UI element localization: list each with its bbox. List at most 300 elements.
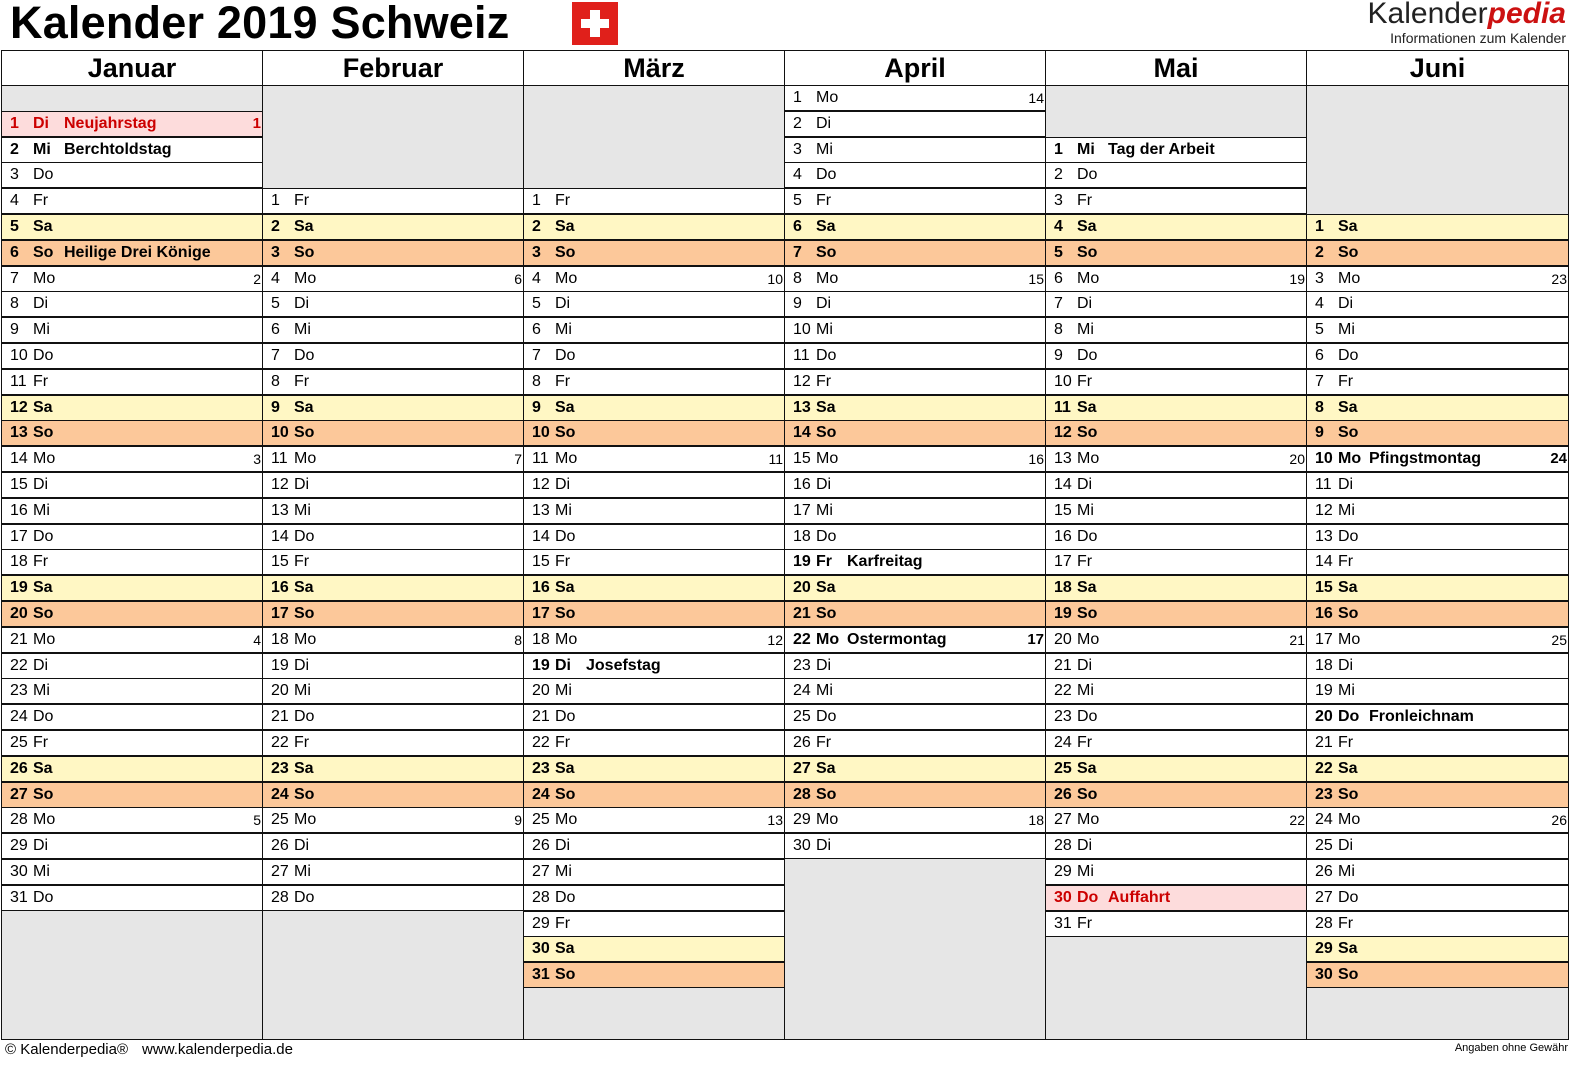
day-number: 18: [532, 630, 550, 648]
day-row[interactable]: [1307, 782, 1568, 808]
day-row[interactable]: [1307, 885, 1568, 911]
day-row[interactable]: [524, 343, 784, 369]
day-row[interactable]: [785, 395, 1045, 421]
day-row[interactable]: [1307, 266, 1568, 292]
day-row[interactable]: [2, 549, 262, 575]
week-number: 8: [514, 631, 522, 648]
day-row[interactable]: [1046, 678, 1306, 704]
day-row[interactable]: [1046, 704, 1306, 730]
day-row[interactable]: [1307, 627, 1568, 653]
day-row[interactable]: [1307, 472, 1568, 498]
day-row[interactable]: [524, 291, 784, 317]
day-row[interactable]: [524, 601, 784, 627]
week-number: 20: [1289, 451, 1305, 468]
weekday-label: Sa: [1077, 218, 1097, 235]
day-row[interactable]: [524, 369, 784, 395]
swiss-flag-icon: [572, 2, 618, 45]
day-number: 23: [532, 759, 550, 777]
day-row[interactable]: [1307, 240, 1568, 266]
day-number: 3: [271, 243, 280, 261]
day-row[interactable]: [785, 730, 1045, 756]
day-row[interactable]: [263, 472, 523, 498]
weekday-label: Di: [1338, 476, 1354, 493]
day-row[interactable]: [1046, 369, 1306, 395]
day-row[interactable]: [785, 601, 1045, 627]
day-number: 12: [1054, 424, 1072, 442]
day-row[interactable]: [524, 524, 784, 550]
day-row[interactable]: [1307, 756, 1568, 782]
day-row[interactable]: [2, 111, 262, 137]
day-row[interactable]: [2, 859, 262, 885]
weekday-label: Mo: [1077, 450, 1100, 468]
day-row[interactable]: [1046, 188, 1306, 214]
day-row[interactable]: [1046, 627, 1306, 653]
day-number: 7: [271, 347, 280, 364]
weekday-label: Fr: [555, 553, 571, 571]
day-row[interactable]: [263, 627, 523, 653]
day-row[interactable]: [1046, 137, 1306, 163]
holiday-name: Heilige Drei Könige: [64, 243, 211, 261]
day-row[interactable]: [1307, 575, 1568, 601]
weekday-label: Mo: [33, 269, 56, 287]
day-row[interactable]: [263, 601, 523, 627]
weekday-label: Do: [555, 708, 576, 726]
day-row[interactable]: [2, 807, 262, 833]
day-row[interactable]: [1307, 807, 1568, 833]
weekday-label: Sa: [1338, 218, 1358, 235]
day-row[interactable]: [1046, 911, 1306, 937]
day-number: 29: [793, 811, 811, 829]
day-row[interactable]: [2, 137, 262, 163]
day-row[interactable]: [263, 240, 523, 266]
day-row[interactable]: [785, 627, 1045, 653]
day-number: 6: [10, 243, 19, 261]
day-row[interactable]: [263, 446, 523, 472]
day-row[interactable]: [2, 575, 262, 601]
day-row[interactable]: [263, 188, 523, 214]
day-number: 14: [532, 527, 550, 545]
day-row[interactable]: [2, 627, 262, 653]
day-row[interactable]: [2, 833, 262, 859]
day-number: 3: [1054, 192, 1063, 210]
day-row[interactable]: [1307, 317, 1568, 343]
weekday-label: So: [294, 605, 315, 622]
day-row[interactable]: [263, 833, 523, 859]
day-row[interactable]: [1046, 782, 1306, 808]
weekday-label: Sa: [555, 398, 575, 416]
weekday-label: Mo: [294, 450, 317, 468]
day-row[interactable]: [1046, 549, 1306, 575]
day-row[interactable]: [785, 472, 1045, 498]
day-row[interactable]: [1046, 343, 1306, 369]
day-row[interactable]: [1307, 704, 1568, 730]
day-row[interactable]: [785, 782, 1045, 808]
day-row[interactable]: [1046, 162, 1306, 188]
day-number: 3: [1315, 269, 1324, 287]
day-row[interactable]: [524, 859, 784, 885]
holiday-name: Tag der Arbeit: [1108, 140, 1215, 158]
day-row[interactable]: [524, 266, 784, 292]
week-number: 3: [253, 451, 261, 468]
day-number: 5: [271, 295, 280, 313]
day-row[interactable]: [263, 214, 523, 240]
day-number: 5: [532, 295, 541, 313]
day-row[interactable]: [2, 446, 262, 472]
week-number: 6: [514, 270, 522, 287]
weekday-label: Mi: [1338, 863, 1355, 880]
day-row[interactable]: [1046, 498, 1306, 524]
weekday-label: Di: [33, 656, 49, 674]
day-row[interactable]: [1046, 859, 1306, 885]
day-row[interactable]: [1307, 730, 1568, 756]
weekday-label: Fr: [1338, 914, 1354, 932]
day-row[interactable]: [524, 782, 784, 808]
day-row[interactable]: [785, 524, 1045, 550]
weekday-label: Sa: [1338, 759, 1358, 777]
day-number: 8: [271, 372, 280, 390]
day-row[interactable]: [263, 549, 523, 575]
day-number: 28: [10, 811, 28, 829]
weekday-label: Mo: [555, 811, 578, 829]
day-row[interactable]: [785, 575, 1045, 601]
day-row[interactable]: [785, 420, 1045, 446]
day-row[interactable]: [1307, 833, 1568, 859]
day-row[interactable]: [1046, 885, 1306, 911]
day-row[interactable]: [785, 498, 1045, 524]
day-row[interactable]: [1307, 369, 1568, 395]
weekday-label: Mo: [1077, 269, 1100, 287]
day-row[interactable]: [263, 266, 523, 292]
day-number: 4: [532, 269, 541, 287]
day-row[interactable]: [524, 446, 784, 472]
day-row[interactable]: [1307, 498, 1568, 524]
weekday-label: Mo: [816, 630, 840, 648]
day-row[interactable]: [1307, 420, 1568, 446]
day-row[interactable]: [2, 291, 262, 317]
weekday-label: Mi: [555, 682, 572, 700]
day-row[interactable]: [524, 575, 784, 601]
day-row[interactable]: [524, 472, 784, 498]
day-row[interactable]: [2, 704, 262, 730]
day-row[interactable]: [2, 214, 262, 240]
day-row[interactable]: [524, 498, 784, 524]
day-number: 29: [1054, 863, 1072, 880]
day-row[interactable]: [524, 885, 784, 911]
day-row[interactable]: [524, 936, 784, 962]
day-row[interactable]: [2, 240, 262, 266]
day-row[interactable]: [1046, 395, 1306, 421]
day-row[interactable]: [1307, 524, 1568, 550]
day-row[interactable]: [1307, 859, 1568, 885]
day-row[interactable]: [524, 240, 784, 266]
day-row[interactable]: [2, 678, 262, 704]
day-number: 24: [10, 708, 28, 726]
day-row[interactable]: [524, 807, 784, 833]
weekday-label: Mo: [555, 269, 578, 287]
day-row[interactable]: [263, 575, 523, 601]
day-row[interactable]: [1307, 395, 1568, 421]
day-row[interactable]: [1046, 317, 1306, 343]
day-row[interactable]: [785, 291, 1045, 317]
weekday-label: Di: [816, 114, 832, 132]
day-row[interactable]: [263, 498, 523, 524]
weekday-label: So: [816, 243, 837, 261]
day-number: 2: [1315, 243, 1324, 261]
weekday-label: Mi: [816, 321, 833, 339]
holiday-name: Ostermontag: [847, 630, 947, 648]
weekday-label: Mo: [816, 89, 839, 106]
weekday-label: So: [294, 424, 315, 442]
day-row[interactable]: [2, 188, 262, 214]
day-row[interactable]: [524, 317, 784, 343]
day-row[interactable]: [524, 911, 784, 937]
day-number: 21: [1315, 734, 1333, 751]
week-number: 13: [767, 812, 783, 829]
day-number: 12: [1315, 501, 1333, 519]
weekday-label: Mi: [555, 321, 572, 339]
weekday-label: So: [294, 785, 315, 803]
day-row[interactable]: [524, 627, 784, 653]
weekday-label: Di: [33, 837, 49, 855]
day-number: 25: [532, 811, 550, 829]
day-row[interactable]: [1046, 653, 1306, 679]
day-row[interactable]: [1046, 266, 1306, 292]
day-row[interactable]: [1307, 911, 1568, 937]
day-row[interactable]: [1307, 678, 1568, 704]
day-row[interactable]: [524, 395, 784, 421]
weekday-label: Do: [1338, 708, 1360, 726]
week-number: 19: [1289, 270, 1305, 287]
day-row[interactable]: [785, 111, 1045, 137]
day-row[interactable]: [263, 395, 523, 421]
day-row[interactable]: [1307, 446, 1568, 472]
day-number: 24: [1054, 734, 1072, 751]
day-row[interactable]: [263, 730, 523, 756]
weekday-label: Di: [1338, 295, 1354, 313]
day-row[interactable]: [263, 343, 523, 369]
day-number: 25: [10, 734, 28, 751]
weekday-label: Do: [1338, 888, 1359, 906]
day-row[interactable]: [785, 653, 1045, 679]
day-row[interactable]: [524, 756, 784, 782]
day-row[interactable]: [263, 756, 523, 782]
weekday-label: Sa: [1338, 579, 1358, 597]
day-number: 20: [10, 605, 28, 622]
day-row[interactable]: [2, 472, 262, 498]
weekday-label: So: [555, 424, 576, 442]
day-row[interactable]: [2, 601, 262, 627]
weekday-label: So: [816, 785, 837, 803]
day-row[interactable]: [1046, 420, 1306, 446]
weekday-label: Mo: [816, 450, 839, 468]
day-row[interactable]: [263, 807, 523, 833]
day-number: 26: [1315, 863, 1333, 880]
weekday-label: Mi: [33, 682, 50, 700]
day-row[interactable]: [1046, 833, 1306, 859]
weekday-label: So: [1338, 785, 1359, 803]
day-number: 16: [1315, 605, 1333, 622]
day-row[interactable]: [263, 859, 523, 885]
day-row[interactable]: [263, 782, 523, 808]
day-number: 22: [271, 734, 289, 751]
week-number: 23: [1551, 270, 1567, 287]
weekday-label: Mi: [294, 863, 311, 880]
weekday-label: Sa: [1077, 579, 1097, 597]
day-row[interactable]: [1046, 524, 1306, 550]
weekday-label: Mi: [1338, 321, 1355, 339]
day-row[interactable]: [2, 369, 262, 395]
day-number: 28: [793, 785, 811, 803]
day-number: 24: [532, 785, 550, 803]
day-row[interactable]: [524, 678, 784, 704]
day-row[interactable]: [785, 137, 1045, 163]
day-row[interactable]: [2, 885, 262, 911]
day-row[interactable]: [263, 291, 523, 317]
day-number: 18: [1054, 579, 1072, 597]
day-number: 6: [1315, 347, 1324, 364]
day-row[interactable]: [1046, 291, 1306, 317]
day-number: 1: [10, 114, 19, 132]
day-row[interactable]: [1046, 601, 1306, 627]
day-row[interactable]: [524, 420, 784, 446]
day-row[interactable]: [785, 85, 1045, 111]
holiday-name: Josefstag: [586, 656, 661, 674]
day-number: 26: [793, 734, 811, 751]
weekday-label: Fr: [294, 372, 310, 390]
day-row[interactable]: [1046, 240, 1306, 266]
day-row[interactable]: [1046, 472, 1306, 498]
day-row[interactable]: [2, 653, 262, 679]
day-number: 8: [1315, 398, 1324, 416]
day-row[interactable]: [1046, 756, 1306, 782]
day-row[interactable]: [785, 369, 1045, 395]
day-number: 15: [10, 476, 28, 493]
day-row[interactable]: [1307, 653, 1568, 679]
day-row[interactable]: [785, 549, 1045, 575]
brand-logo[interactable]: [1368, 0, 1566, 45]
day-row[interactable]: [2, 266, 262, 292]
day-row[interactable]: [524, 188, 784, 214]
weekday-label: Fr: [33, 734, 49, 751]
day-row[interactable]: [785, 756, 1045, 782]
day-number: 15: [1054, 501, 1072, 519]
day-number: 20: [271, 682, 289, 700]
day-row[interactable]: [2, 730, 262, 756]
day-row[interactable]: [263, 369, 523, 395]
day-number: 4: [1054, 218, 1063, 235]
day-number: 31: [10, 888, 28, 906]
weekday-label: Sa: [816, 398, 836, 416]
day-row[interactable]: [785, 162, 1045, 188]
day-number: 9: [271, 398, 280, 416]
day-number: 8: [1054, 321, 1063, 339]
day-row[interactable]: [2, 343, 262, 369]
weekday-label: Fr: [555, 914, 571, 932]
day-row[interactable]: [785, 343, 1045, 369]
day-number: 2: [793, 114, 802, 132]
weekday-label: Fr: [816, 734, 832, 751]
day-row[interactable]: [524, 730, 784, 756]
day-number: 8: [10, 295, 19, 313]
day-row[interactable]: [1307, 549, 1568, 575]
day-row[interactable]: [785, 704, 1045, 730]
day-row[interactable]: [1046, 214, 1306, 240]
day-row[interactable]: [524, 962, 784, 988]
holiday-name: Neujahrstag: [64, 114, 157, 132]
day-row[interactable]: [524, 833, 784, 859]
day-row[interactable]: [524, 549, 784, 575]
day-row[interactable]: [1046, 730, 1306, 756]
day-row[interactable]: [1307, 936, 1568, 962]
day-row[interactable]: [1307, 962, 1568, 988]
day-row[interactable]: [785, 266, 1045, 292]
day-row[interactable]: [785, 678, 1045, 704]
day-row[interactable]: [1046, 446, 1306, 472]
day-row[interactable]: [785, 240, 1045, 266]
day-row[interactable]: [263, 885, 523, 911]
day-number: 19: [1315, 682, 1333, 700]
day-row[interactable]: [263, 420, 523, 446]
day-row[interactable]: [2, 756, 262, 782]
month-name: Februar: [263, 51, 523, 86]
page-title: Kalender 2019 Schweiz: [10, 0, 510, 48]
day-row[interactable]: [263, 524, 523, 550]
weekday-label: Mi: [1077, 682, 1094, 700]
day-row[interactable]: [1046, 575, 1306, 601]
weekday-label: Do: [33, 347, 54, 364]
day-row[interactable]: [1046, 807, 1306, 833]
day-row[interactable]: [2, 782, 262, 808]
day-number: 28: [271, 888, 289, 906]
day-row[interactable]: [524, 653, 784, 679]
day-row[interactable]: [785, 833, 1045, 859]
day-row[interactable]: [785, 317, 1045, 343]
day-row[interactable]: [263, 653, 523, 679]
day-row[interactable]: [263, 678, 523, 704]
day-row[interactable]: [2, 395, 262, 421]
day-row[interactable]: [1307, 343, 1568, 369]
day-row[interactable]: [2, 498, 262, 524]
day-number: 21: [793, 605, 811, 622]
day-number: 11: [793, 347, 810, 364]
day-row[interactable]: [263, 317, 523, 343]
day-row[interactable]: [2, 420, 262, 446]
day-number: 2: [532, 218, 541, 235]
day-row[interactable]: [2, 524, 262, 550]
day-row[interactable]: [2, 317, 262, 343]
day-row[interactable]: [263, 704, 523, 730]
week-number: 9: [514, 812, 522, 829]
weekday-label: Sa: [1077, 759, 1097, 777]
day-row[interactable]: [785, 446, 1045, 472]
weekday-label: Do: [33, 888, 54, 906]
day-row[interactable]: [1307, 291, 1568, 317]
day-row[interactable]: [1307, 214, 1568, 240]
week-number: 12: [767, 631, 783, 648]
day-row[interactable]: [2, 162, 262, 188]
website-link[interactable]: www.kalenderpedia.de: [142, 1041, 293, 1058]
weekday-label: Do: [1338, 527, 1359, 545]
week-number: 22: [1289, 812, 1305, 829]
day-number: 22: [10, 656, 28, 674]
day-row[interactable]: [785, 188, 1045, 214]
day-row[interactable]: [524, 214, 784, 240]
day-row[interactable]: [1307, 601, 1568, 627]
day-number: 19: [1054, 605, 1072, 622]
day-row[interactable]: [785, 807, 1045, 833]
day-row[interactable]: [785, 214, 1045, 240]
day-row[interactable]: [524, 704, 784, 730]
